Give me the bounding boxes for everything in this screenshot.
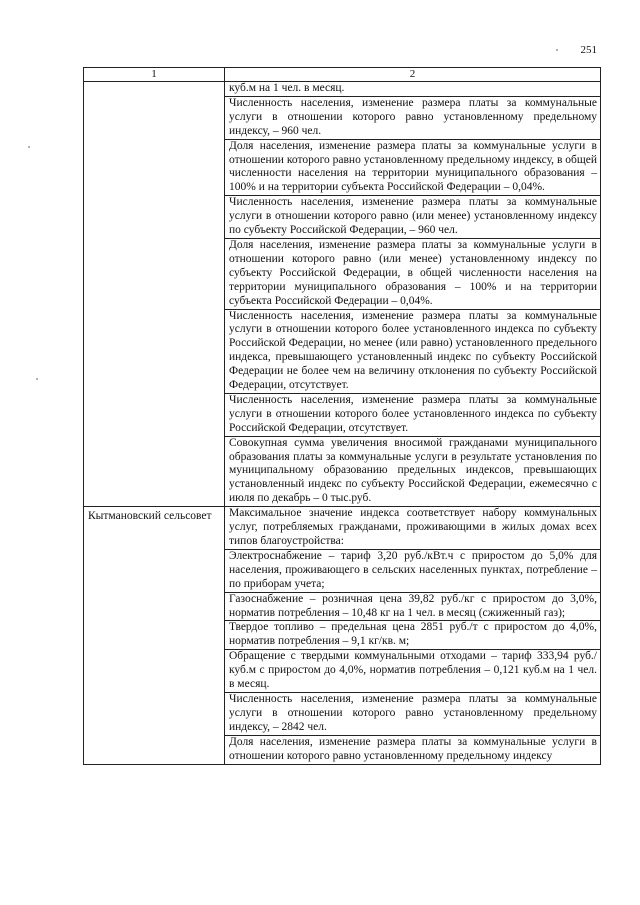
paragraph: Численность населения, изменение размера платы за коммунальные услуги в отношении которого более установленного индекса по субъекту Российской Федерации, отсутствует. [225,394,600,437]
paragraph: куб.м на 1 чел. в месяц. [225,82,600,97]
paragraph: Численность населения, изменение размера платы за коммунальные услуги в отношении которого более установленного индекса по субъекту Российской Федерации, но менее (или равно) установленного предельного индекса, превышающего установленный индекс по субъекту Российской Федерации не более чем на величину отклонения по субъекту Российской Федерации, отсутствует. [225,310,600,394]
paragraph: Твердое топливо – предельная цена 2851 руб./т с приростом до 4,0%, норматив потребления – 9,1 кг/кв. м; [225,621,600,650]
paragraph: Численность населения, изменение размера платы за коммунальные услуги в отношении которого равно установленному предельному индексу, – 960 чел. [225,97,600,140]
paragraph: Численность населения, изменение размера платы за коммунальные услуги в отношении которого равно (или менее) установленному индексу по субъекту Российской Федерации, – 960 чел. [225,196,600,239]
paragraph: Обращение с твердыми коммунальными отходами – тариф 333,94 руб./куб.м с приростом до 4,0%, норматив потребления – 0,121 куб.м на 1 чел. в месяц. [225,650,600,693]
column-header-2: 2 [225,68,601,82]
scan-speck [556,49,558,51]
paragraph: Численность населения, изменение размера платы за коммунальные услуги в отношении которого равно установленному предельному индексу, – 2842 чел. [225,693,600,736]
scan-speck [28,146,30,148]
details-cell [225,82,601,507]
paragraph: Газоснабжение – розничная цена 39,82 руб./кг с приростом до 3,0%, норматив потребления – 10,48 кг на 1 чел. в месяц (сжиженный газ); [225,593,600,622]
paragraph: Доля населения, изменение размера платы за коммунальные услуги в отношении которого равно установленному предельному индексу, в общей численности населения на территории муниципального образования – 100% и на территории субъекта Российской Федерации – 0,04%. [225,140,600,197]
municipality-cell [84,82,225,507]
paragraph: Доля населения, изменение размера платы за коммунальные услуги в отношении которого равно (или менее) установленному индексу по субъекту Российской Федерации, в общей численности населения на территории муниципального образования – 100% и на территории субъекта Российской Федерации – 0,04%. [225,239,600,310]
paragraph: Совокупная сумма увеличения вносимой гражданами муниципального образования платы за коммунальные услуги в результате установления по муниципальному образованию предельных индексов, превышающих установленный индекс по субъекту Российской Федерации, ежемесячно с июля по декабрь – 0 тыс.руб. [229,436,597,505]
table-row [84,507,601,764]
scan-speck [36,378,38,380]
paragraph: Электроснабжение – тариф 3,20 руб./кВт.ч с приростом до 5,0% для населения, проживающего в сельских населенных пунктах, потребление – по приборам учета; [225,550,600,593]
paragraph: Доля населения, изменение размера платы за коммунальные услуги в отношении которого равно установленному предельному индексу [229,735,597,762]
document-table [83,67,601,765]
details-cell [225,507,601,764]
table-header-row [84,68,601,82]
paragraph: Максимальное значение индекса соответствует набору коммунальных услуг, потребляемых гражданами, проживающими в жилых домах всех типов благоустройства: [225,507,600,550]
table-row [84,82,601,507]
page-number: 251 [580,44,597,56]
column-header-1: 1 [84,68,225,82]
municipality-cell: Кытмановский сельсовет [84,507,225,764]
